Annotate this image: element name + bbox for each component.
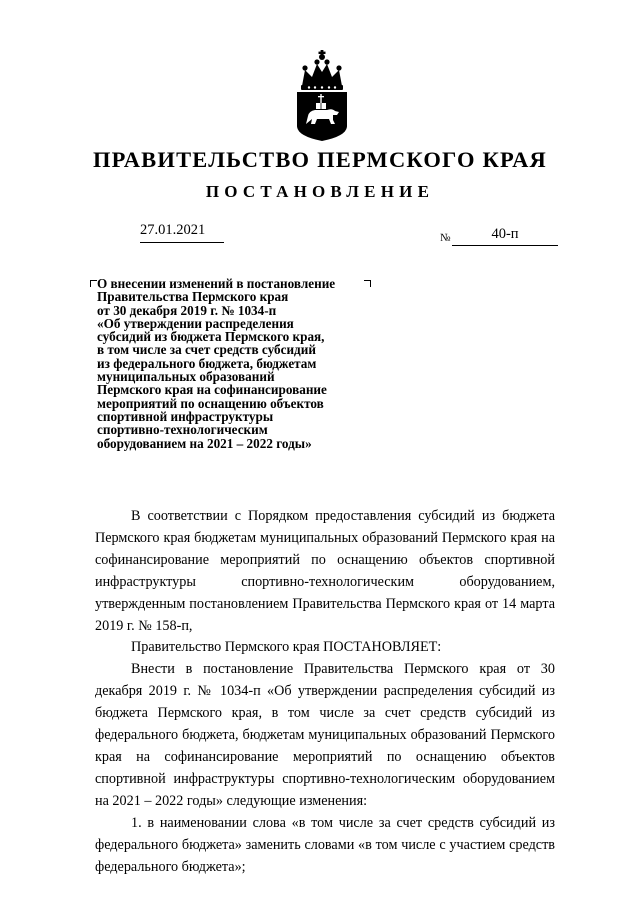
document-subject: [97, 277, 377, 450]
subject-line: Пермского края на софинансирование: [97, 382, 327, 398]
document-type: ПОСТАНОВЛЕНИЕ: [205, 182, 435, 201]
body-paragraph-resolves: Правительство Пермского края ПОСТАНОВЛЯЕТ:: [131, 639, 442, 656]
subject-line: «Об утверждении распределения: [97, 315, 294, 331]
subject-line: от 30 декабря 2019 г. № 1034-п: [97, 302, 277, 318]
subject-line: субсидий из бюджета Пермского края,: [97, 329, 325, 345]
body-paragraph-amendment: Внести в постановление Правительства Пермского края от 30 декабря 2019 г. № 1034-п «Об утверждении распределения субсидий из бюджета Пермского края, в том числе за счет средств субсидий из федерального бюджета, бюджетам муниципальных образований Пермского края на софинансирование мероприятий по оснащению объектов спортивной инфраструктуры спортивно-технологическим оборудованием на 2021 – 2022 годы» следующие изменения:: [95, 661, 555, 809]
subject-line: О внесении изменений в постановление: [97, 276, 336, 291]
government-title: ПРАВИТЕЛЬСТВО ПЕРМСКОГО КРАЯ: [92, 147, 548, 172]
subject-line: муниципальных образований: [97, 369, 275, 385]
subject-line: спортивно-технологическим: [97, 422, 268, 438]
subject-line: из федерального бюджета, бюджетам: [97, 355, 317, 371]
document-date: 27.01.2021: [140, 222, 224, 243]
document-number: 40-п: [452, 226, 558, 246]
subject-line: оборудованием на 2021 – 2022 годы»: [97, 435, 312, 451]
document-body: [95, 506, 555, 878]
perm-krai-coat-of-arms-icon: [293, 50, 351, 142]
subject-line: спортивной инфраструктуры: [97, 408, 274, 424]
subject-line: в том числе за счет средств субсидий: [97, 342, 316, 358]
body-paragraph-basis: В соответствии с Порядком предоставления субсидий из бюджета Пермского края бюджетам муниципальных образований Пермского края на софинансирование мероприятий по оснащению объектов спортивной инфраструктуры спортивно-технологическим оборудованием, утвержденным постановлением Правительства Пермского края от 14 марта 2019 г. № 158-п,: [95, 508, 555, 634]
subject-line: Правительства Пермского края: [97, 289, 289, 305]
subject-corner-left: [90, 280, 97, 287]
subject-line: мероприятий по оснащению объектов: [97, 395, 324, 411]
body-paragraph-item-1: 1. в наименовании слова «в том числе за счет средств субсидий из федерального бюджета» заменить словами «в том числе с участием средств федерального бюджета»;: [95, 814, 555, 875]
number-label: №: [440, 232, 451, 244]
